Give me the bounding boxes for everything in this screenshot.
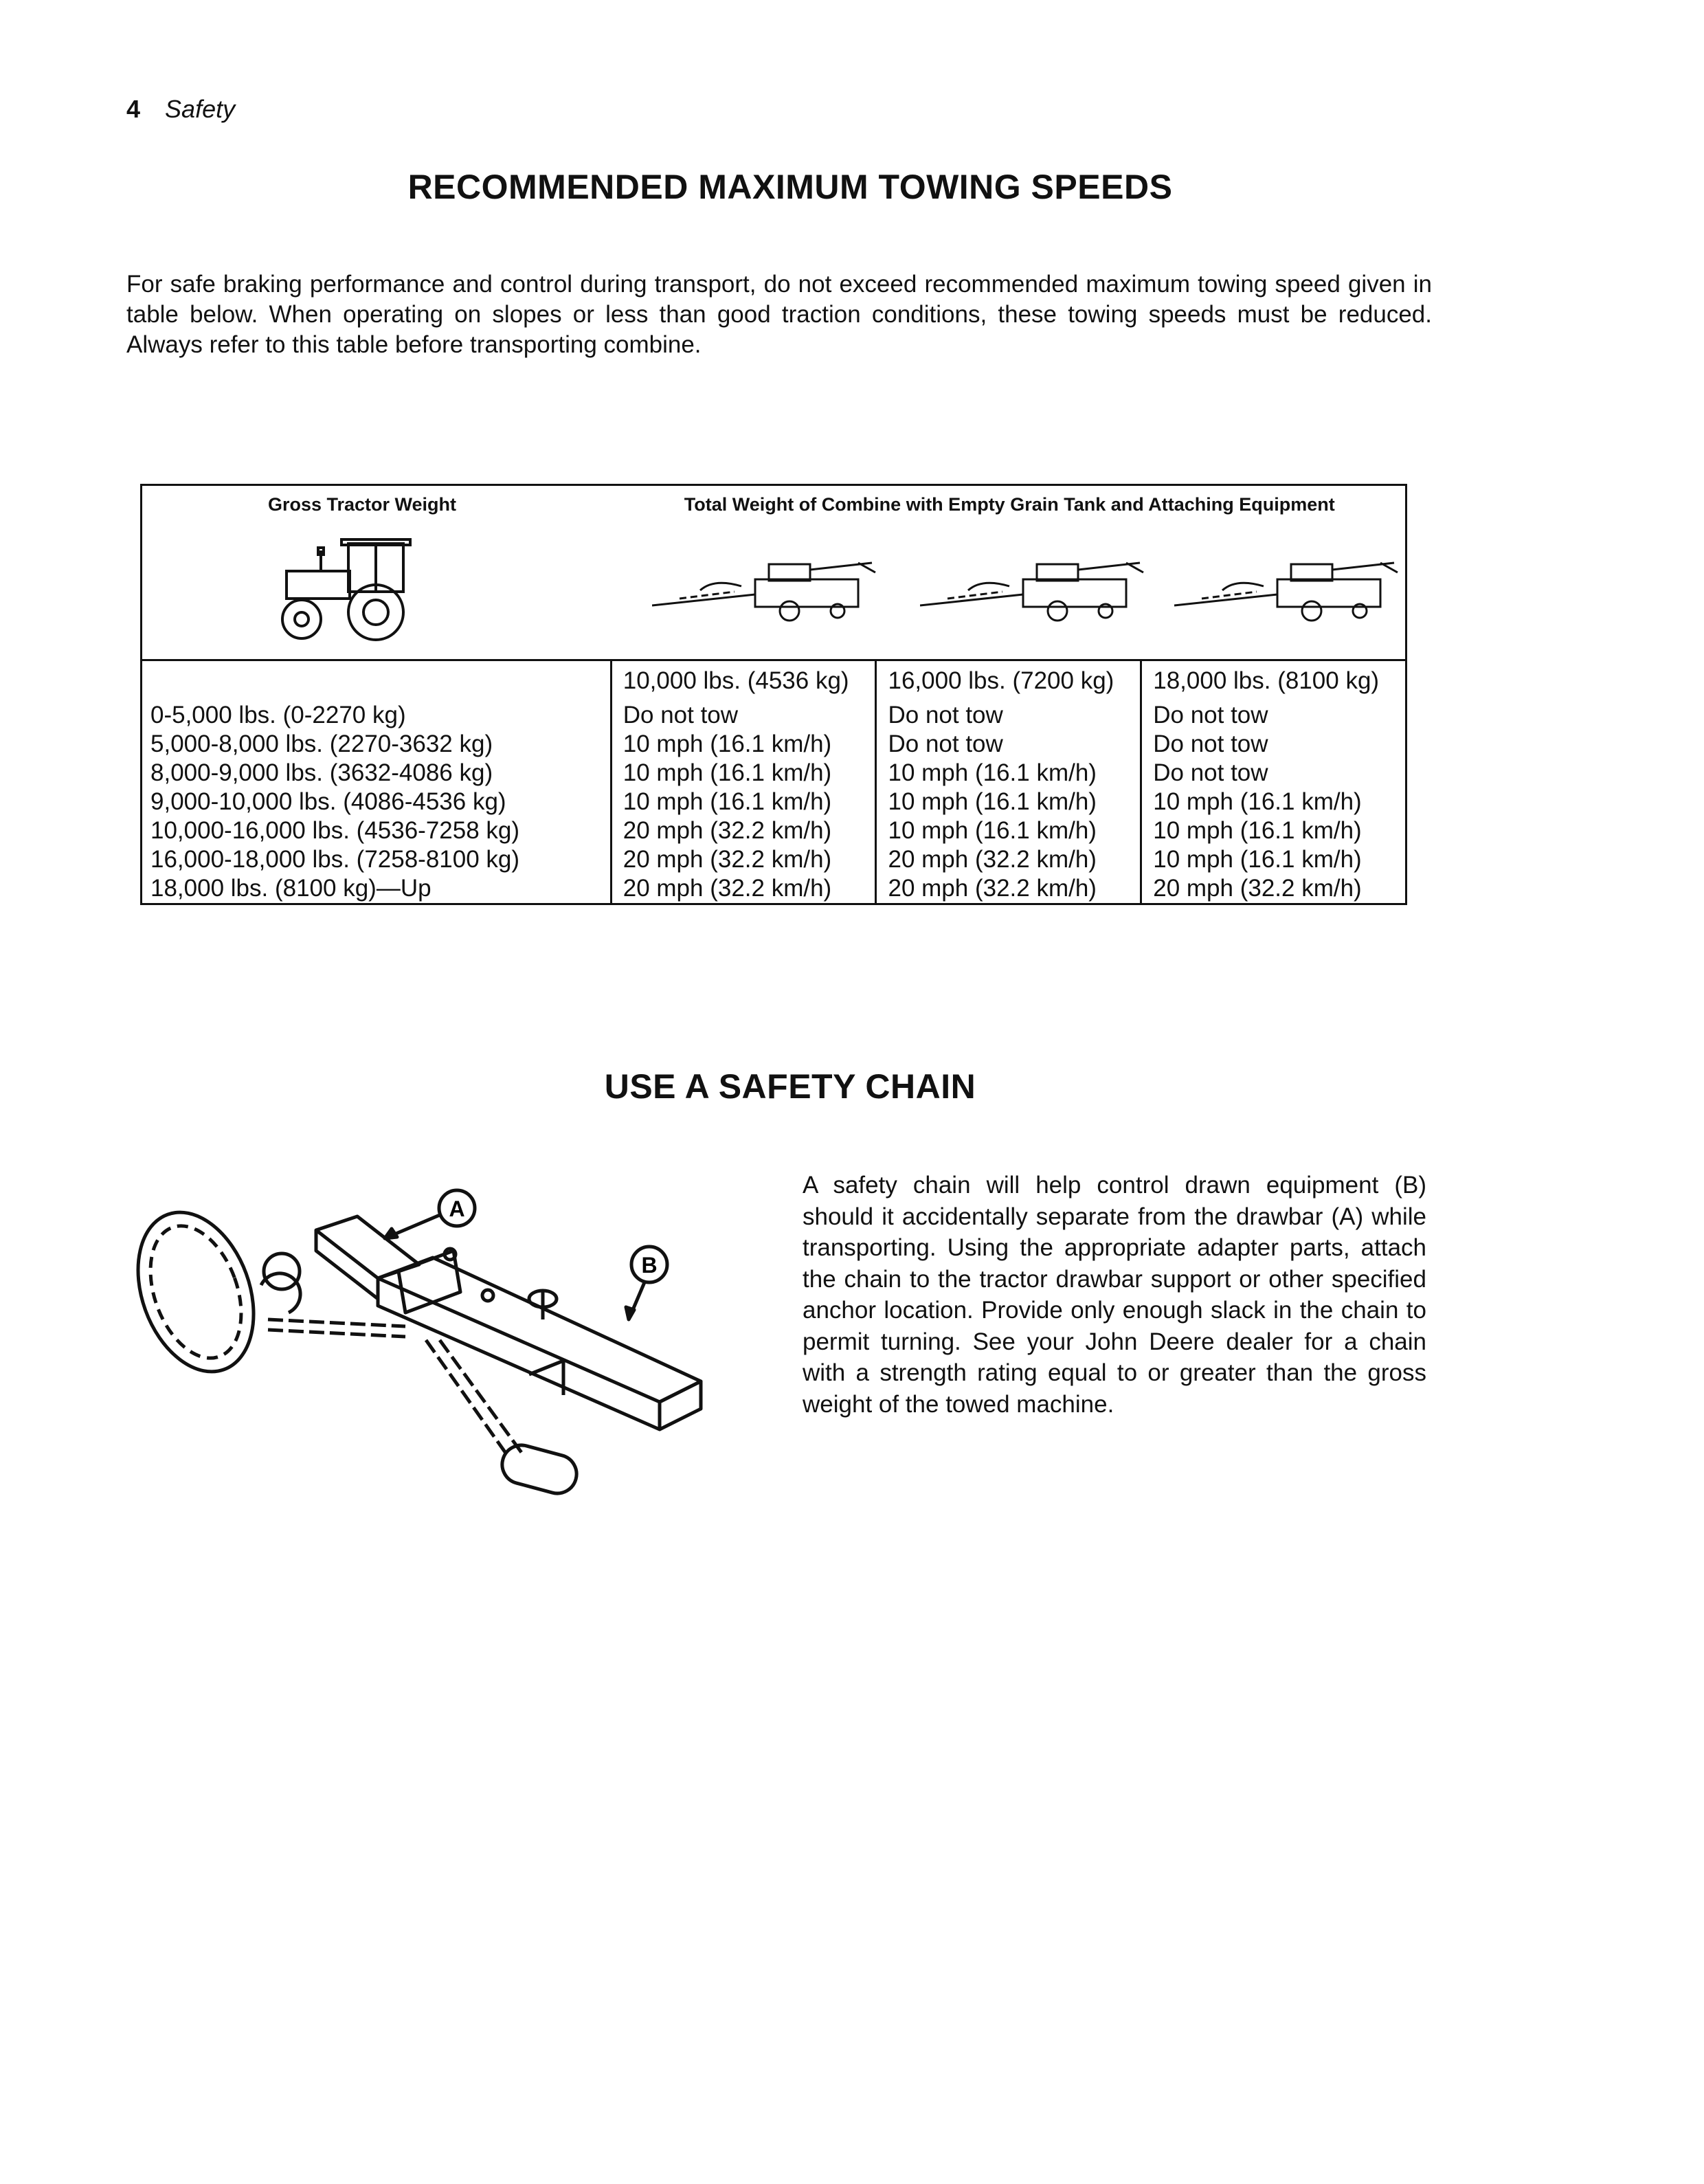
page-number: 4 bbox=[126, 95, 141, 123]
column-header: 10,000 lbs. (4536 kg) bbox=[623, 667, 849, 694]
tractor-weight-row: 18,000 lbs. (8100 kg)—Up bbox=[150, 875, 431, 902]
speed-cell: 20 mph (32.2 km/h) bbox=[623, 875, 832, 902]
speed-cell: Do not tow bbox=[1153, 731, 1268, 757]
speed-cell: 20 mph (32.2 km/h) bbox=[888, 875, 1097, 902]
speed-cell: 10 mph (16.1 km/h) bbox=[888, 759, 1097, 786]
safety-chain-title: USE A SAFETY CHAIN bbox=[604, 1067, 976, 1106]
combine-10000-column bbox=[611, 660, 876, 904]
combine-18000-column bbox=[1141, 660, 1406, 904]
speed-cell: 10 mph (16.1 km/h) bbox=[1153, 788, 1362, 815]
column-header: 18,000 lbs. (8100 kg) bbox=[1153, 667, 1380, 694]
speed-cell: Do not tow bbox=[888, 731, 1003, 757]
tractor-weight-row: 9,000-10,000 lbs. (4086-4536 kg) bbox=[150, 788, 506, 815]
towing-speeds-title: RECOMMENDED MAXIMUM TOWING SPEEDS bbox=[407, 168, 1173, 206]
speed-cell: Do not tow bbox=[1153, 759, 1268, 786]
gross-tractor-weight-label: Gross Tractor Weight bbox=[267, 494, 457, 515]
combine-weight-label: Total Weight of Combine with Empty Grain Tank and Attaching Equipment bbox=[684, 494, 1335, 515]
section-name: Safety bbox=[165, 95, 236, 123]
column-header: 16,000 lbs. (7200 kg) bbox=[888, 667, 1114, 694]
combine-towing-icon bbox=[1174, 552, 1408, 627]
speed-cell: 10 mph (16.1 km/h) bbox=[623, 788, 832, 815]
tractor-weight-row: 8,000-9,000 lbs. (3632-4086 kg) bbox=[150, 759, 493, 786]
safety-chain-illustration bbox=[131, 1182, 749, 1498]
tractor-weight-row: 16,000-18,000 lbs. (7258-8100 kg) bbox=[150, 846, 520, 873]
speed-cell: 10 mph (16.1 km/h) bbox=[888, 817, 1097, 844]
callout-b-label: B bbox=[641, 1253, 658, 1278]
speed-cell: 10 mph (16.1 km/h) bbox=[888, 788, 1097, 815]
combine-towing-icon bbox=[920, 552, 1154, 627]
speed-cell: Do not tow bbox=[623, 702, 739, 728]
speed-cell: 20 mph (32.2 km/h) bbox=[888, 846, 1097, 873]
safety-chain-paragraph: A safety chain will help control drawn equipment (B) should it accidentally separate from the drawbar (A) while transporting. Using the appropriate adapter parts, attach the chain to the tractor drawbar support or other specified anchor location. Provide only enough slack in the chain to permit turning. See your John Deere dealer for a chain with a strength rating equal to or greater than the gross weight of the towed machine. bbox=[803, 1172, 1426, 1418]
tractor-icon bbox=[273, 535, 431, 645]
page-header bbox=[126, 95, 235, 124]
speed-cell: 10 mph (16.1 km/h) bbox=[1153, 817, 1362, 844]
speed-cell: 10 mph (16.1 km/h) bbox=[623, 759, 832, 786]
speed-cell: 20 mph (32.2 km/h) bbox=[623, 817, 832, 844]
tractor-weight-row: 5,000-8,000 lbs. (2270-3632 kg) bbox=[150, 731, 493, 757]
tractor-weight-header-cell bbox=[142, 485, 612, 660]
combine-weight-header-cell bbox=[611, 485, 1406, 660]
tractor-weight-row: 10,000-16,000 lbs. (4536-7258 kg) bbox=[150, 817, 520, 844]
speed-cell: 20 mph (32.2 km/h) bbox=[1153, 875, 1362, 902]
tractor-weight-column bbox=[142, 660, 612, 904]
towing-intro-paragraph: For safe braking performance and control during transport, do not exceed recommended maximum towing speed given in table below. When operating on slopes or less than good traction conditions, these towing speeds must be reduced. Always refer to this table before transporting combine. bbox=[126, 271, 1432, 358]
tractor-weight-row: 0-5,000 lbs. (0-2270 kg) bbox=[150, 702, 406, 728]
speed-cell: Do not tow bbox=[888, 702, 1003, 728]
callout-a-label: A bbox=[449, 1196, 465, 1221]
speed-cell: 10 mph (16.1 km/h) bbox=[623, 731, 832, 757]
speed-cell: 10 mph (16.1 km/h) bbox=[1153, 846, 1362, 873]
combine-16000-column bbox=[876, 660, 1141, 904]
speed-cell: 20 mph (32.2 km/h) bbox=[623, 846, 832, 873]
towing-speed-table bbox=[140, 484, 1407, 905]
speed-cell: Do not tow bbox=[1153, 702, 1268, 728]
combine-towing-icon bbox=[652, 552, 886, 627]
